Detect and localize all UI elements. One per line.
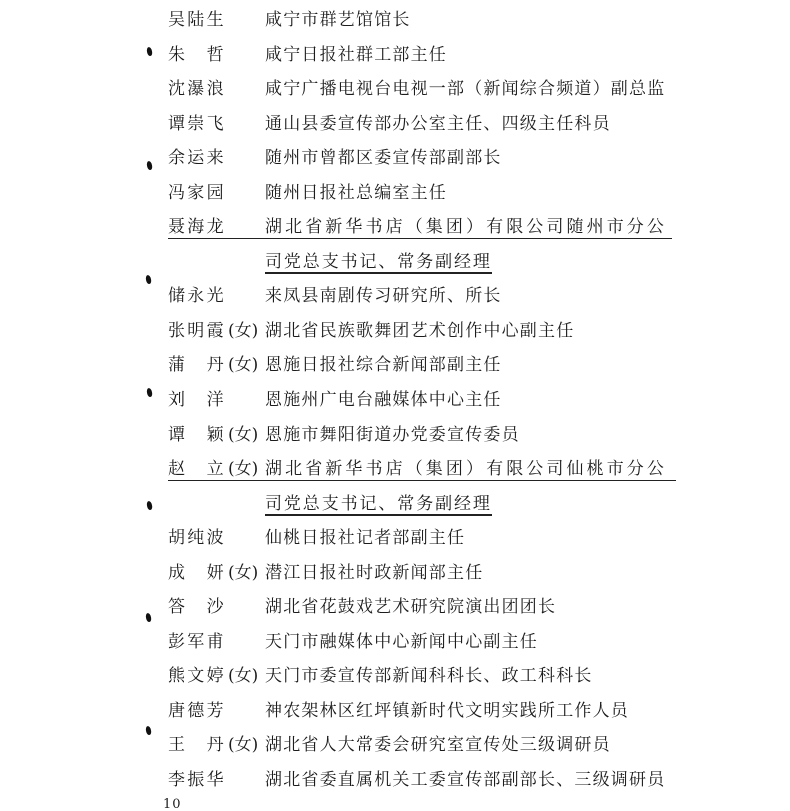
list-item-continuation (0, 487, 790, 522)
list-item (0, 590, 790, 625)
person-position-continued: 司党总支书记、常务副经理 (265, 251, 492, 272)
list-item (0, 210, 790, 245)
gender-note: (女) (228, 666, 259, 687)
person-name: 唐德芳 (168, 700, 226, 721)
person-position: 恩施州广电台融媒体中心主任 (265, 390, 502, 411)
person-position: 咸宁广播电视台电视一部（新闻综合频道）副总监 (265, 79, 666, 100)
list-item (0, 694, 790, 729)
underline-mark (168, 480, 676, 481)
underline-mark (265, 514, 492, 515)
person-position: 恩施日报社综合新闻部副主任 (265, 355, 502, 376)
list-item-continuation (0, 245, 790, 280)
person-position: 神农架林区红坪镇新时代文明实践所工作人员 (265, 700, 629, 721)
list-item (0, 72, 790, 107)
person-position: 咸宁日报社群工部主任 (265, 44, 447, 65)
gender-note: (女) (228, 320, 259, 341)
person-position: 咸宁市群艺馆馆长 (265, 10, 411, 30)
person-name: 刘 洋 (168, 390, 226, 411)
list-item (0, 625, 790, 660)
gender-note: (女) (228, 424, 259, 445)
person-name: 彭军甫 (168, 631, 226, 652)
list-item (0, 141, 790, 176)
list-item (0, 383, 790, 418)
underline-mark (168, 238, 672, 239)
gender-note: (女) (228, 355, 259, 376)
list-item (0, 314, 790, 349)
person-name: 蒲 丹 (168, 355, 226, 376)
list-item (0, 279, 790, 314)
list-item (0, 3, 790, 38)
gender-note: (女) (228, 562, 259, 583)
person-position: 恩施市舞阳街道办党委宣传委员 (265, 424, 520, 445)
person-position: 随州日报社总编室主任 (265, 182, 447, 203)
person-name: 储永光 (168, 286, 226, 307)
person-position: 湖北省花鼓戏艺术研究院演出团团长 (265, 597, 557, 618)
person-name: 谭崇飞 (168, 113, 226, 134)
person-name: 谭 颖 (168, 424, 226, 445)
person-position: 湖北省民族歌舞团艺术创作中心副主任 (265, 320, 575, 341)
person-name: 吴陆生 (168, 10, 226, 30)
person-name: 沈瀑浪 (168, 79, 226, 100)
person-position: 来凤县南剧传习研究所、所长 (265, 286, 502, 307)
list-item (0, 556, 790, 591)
person-name: 成 妍 (168, 562, 226, 583)
person-position-continued: 司党总支书记、常务副经理 (265, 493, 492, 514)
person-name: 余运来 (168, 148, 226, 169)
person-position: 湖北省新华书店（集团）有限公司随州市分公 (265, 217, 667, 238)
list-item (0, 521, 790, 556)
person-name: 胡纯波 (168, 528, 226, 549)
person-name: 李振华 (168, 770, 226, 791)
list-item (0, 728, 790, 763)
person-name: 答 沙 (168, 597, 226, 618)
list-item (0, 38, 790, 73)
person-position: 随州市曾都区委宣传部副部长 (265, 148, 502, 169)
gender-note: (女) (228, 735, 259, 756)
list-item (0, 418, 790, 453)
person-position: 天门市融媒体中心新闻中心副主任 (265, 631, 538, 652)
person-position: 潜江日报社时政新闻部主任 (265, 562, 484, 583)
person-position: 天门市委宣传部新闻科科长、政工科科长 (265, 666, 593, 687)
list-item (0, 452, 790, 487)
gender-note: (女) (228, 459, 259, 480)
list-item (0, 176, 790, 211)
list-item (0, 659, 790, 694)
person-position: 通山县委宣传部办公室主任、四级主任科员 (265, 113, 611, 134)
list-item (0, 107, 790, 142)
person-position: 仙桃日报社记者部副主任 (265, 528, 466, 549)
person-position: 湖北省人大常委会研究室宣传处三级调研员 (265, 735, 611, 756)
page-number: 10 (163, 797, 182, 811)
person-position: 湖北省委直属机关工委宣传部副部长、三级调研员 (265, 770, 666, 791)
person-name: 张明霞 (168, 320, 226, 341)
person-name: 王 丹 (168, 735, 226, 756)
person-name: 熊文婷 (168, 666, 226, 687)
person-name: 聂海龙 (168, 217, 226, 238)
person-position: 湖北省新华书店（集团）有限公司仙桃市分公 (265, 459, 667, 480)
list-item (0, 348, 790, 383)
list-item (0, 763, 790, 798)
underline-mark (265, 272, 492, 273)
person-name: 赵 立 (168, 459, 226, 480)
name-list (0, 3, 790, 798)
person-name: 冯家园 (168, 182, 226, 203)
person-name: 朱 哲 (168, 44, 226, 65)
